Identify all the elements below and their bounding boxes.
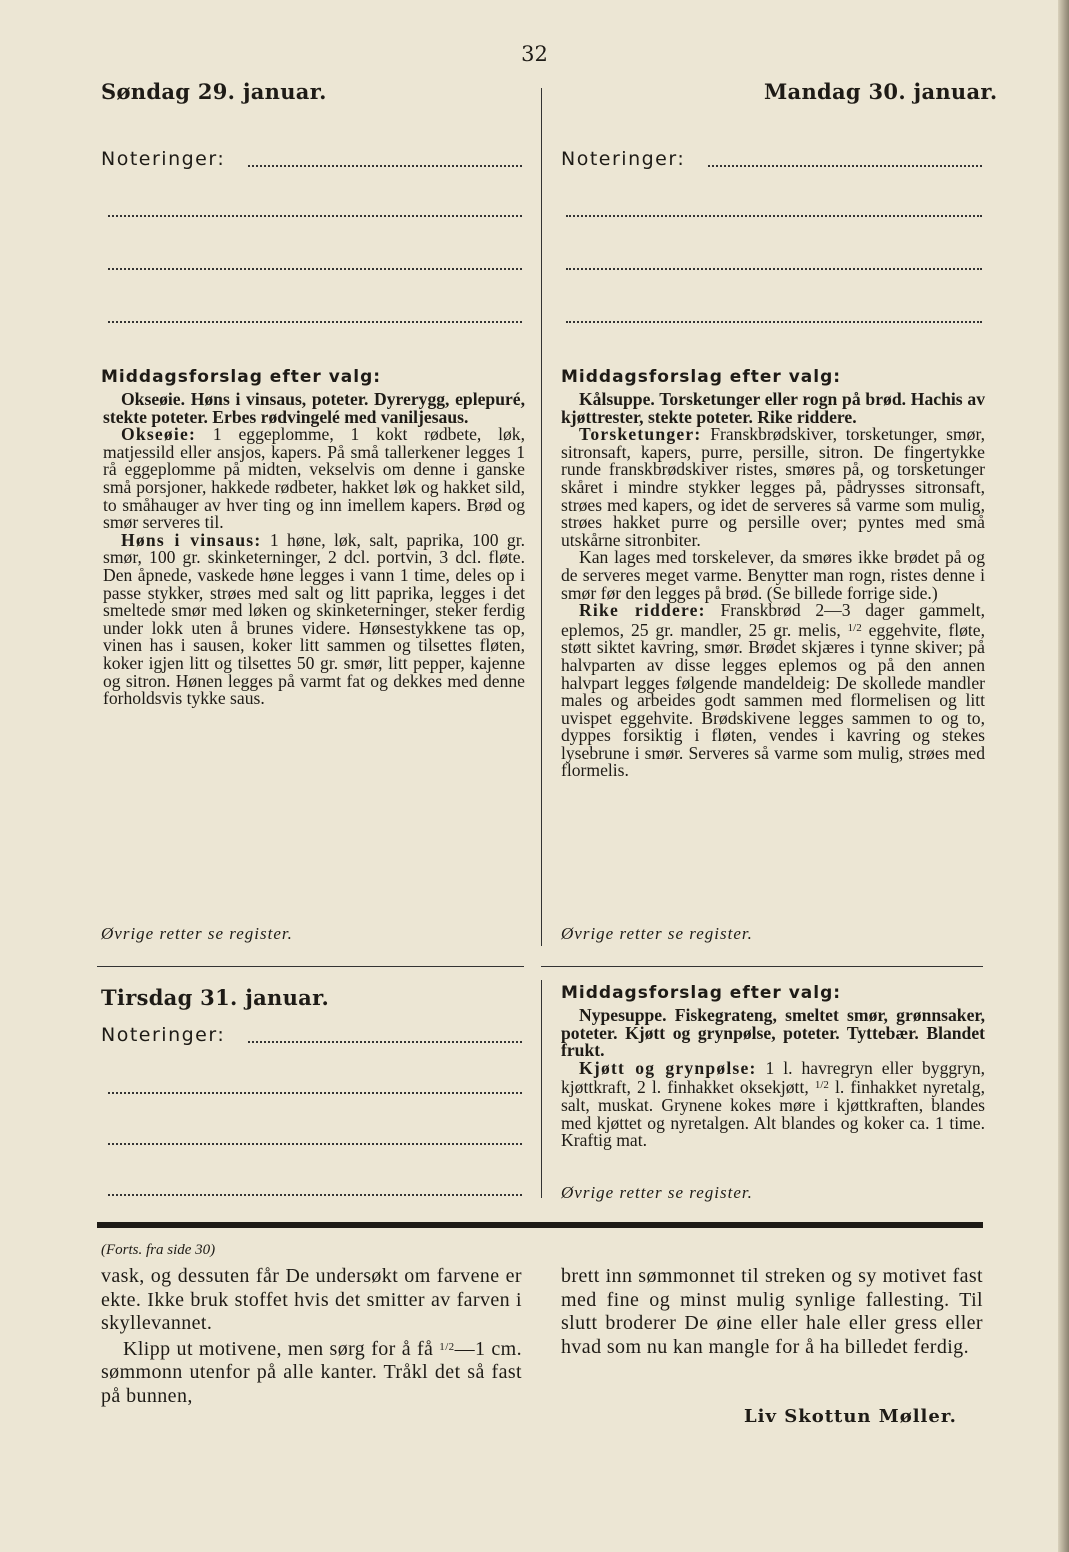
column-divider-middle xyxy=(541,980,542,1198)
tuesday-notes-label: Noteringer: xyxy=(101,1024,226,1046)
sunday-menu-heading: Middagsforslag efter valg: xyxy=(101,367,382,387)
sunday-recipe-1-name: Okseøie: xyxy=(121,424,197,445)
monday-notes-label: Noteringer: xyxy=(561,148,686,170)
sunday-notes-line-4 xyxy=(108,321,522,323)
continuation-left-fraction: 1/2 xyxy=(439,1340,455,1353)
tuesday-recipe-1-text-a: 1 l. havregryn eller byggryn, kjøttkraft, 2 l. finhakket oksekjøtt, xyxy=(561,1057,986,1098)
continuation-left-p2 xyxy=(101,1336,522,1409)
monday-menu-heading: Middagsforslag efter valg: xyxy=(561,367,842,387)
monday-recipe-2-fraction: 1/2 xyxy=(847,621,862,634)
monday-notes-line-3 xyxy=(566,268,982,270)
signature: Liv Skottun Møller. xyxy=(744,1406,957,1427)
continuation-label: (Forts. fra side 30) xyxy=(101,1242,216,1258)
sunday-notes-label: Noteringer: xyxy=(101,148,226,170)
sunday-recipe-2-text: 1 høne, løk, salt, paprika, 100 gr. smør, 100 gr. skinketerninger, 2 dcl. portvin, 3 dcl. fløte. Den åpnede, vaskede høne legges i vann 1 time, deles op i passe stykker, strøes med salt og litt paprika, legges i det smeltede smør med løken og skinketerninger, steker ferdig under lokk uten å brunes videre. Hønsestykkene tas op, vinen has i sausen, koker litt sammen og tilsettes fløten, koker igjen litt og tilsettes 50 gr. smør, litt pepper, kajenne og sitron. Hønen legges på varmt fat og dekkes med denne forholdsvis tykke saus. xyxy=(103,529,525,709)
sunday-recipe-1 xyxy=(103,426,525,532)
tuesday-notes-line-3 xyxy=(108,1143,522,1145)
monday-recipe-2-text-b: eggehvite, fløte, støtt siktet kavring, smør. Brødet skjæres i tynne skiver; på halvparten av disse legges eplemos og på den annen halvpart legges følgende mandeldeig: De skollede mandler males og arbeides godt sammen med flormelisen og litt uvispet eggehvite. Brødskivene legges sammen to og to, dyppes forsiktig i fløten, vendes i kavring og stekes lysebrune i smør. Serveres så varme som mulig, strøes med flormelis. xyxy=(561,619,985,781)
tuesday-recipe-1-name: Kjøtt og grynpølse: xyxy=(579,1057,757,1078)
tuesday-menu-line: Nypesuppe. Fiskegrateng, smeltet smør, grønnsaker, poteter. Kjøtt og grynpølse, poteter. Tyttebær. Blandet frukt. xyxy=(561,1005,985,1061)
page-number: 32 xyxy=(521,42,548,66)
continuation-right xyxy=(561,1265,983,1359)
monday-notes-line-2 xyxy=(566,215,982,217)
monday-menu-line: Kålsuppe. Torsketunger eller rogn på brød. Hachis av kjøttrester, stekte poteter. Rike riddere. xyxy=(561,389,985,427)
monday-heading: Mandag 30. januar. xyxy=(764,79,998,104)
thick-rule xyxy=(97,1222,983,1228)
monday-recipe-1-name: Torsketunger: xyxy=(579,424,702,445)
tuesday-heading: Tirsdag 31. januar. xyxy=(101,985,330,1010)
continuation-left-p2-b: —1 cm. sømmonn utenfor på alle kanter. Tråkl det så fast på bunnen, xyxy=(101,1337,522,1407)
sunday-recipe-2-name: Høns i vinsaus: xyxy=(121,529,262,550)
separator-right xyxy=(541,966,983,967)
tuesday-recipe-1 xyxy=(561,1057,986,1151)
monday-notes-line-1 xyxy=(708,165,982,167)
page-edge xyxy=(1058,0,1069,1552)
monday-ovrige: Øvrige retter se register. xyxy=(561,924,753,943)
tuesday-recipe-1-fraction: 1/2 xyxy=(814,1079,829,1092)
continuation-right-p1: brett inn sømmonnet til streken og sy motivet fast med fine og minst mulig synlige fallesting. Til slutt broderer De øine eller hale eller gress eller hvad som nu kan mangle for å ha billedet ferdig. xyxy=(561,1265,983,1358)
sunday-menu-line: Okseøie. Høns i vinsaus, poteter. Dyrerygg, eplepuré, stekte poteter. Erbes rødvingelé med vaniljesaus. xyxy=(103,389,525,427)
sunday-notes-line-2 xyxy=(108,215,522,217)
monday-menu-body xyxy=(561,391,985,780)
sunday-notes-line-1 xyxy=(248,165,522,167)
column-divider-top xyxy=(541,88,542,946)
separator-left xyxy=(97,966,524,967)
sunday-recipe-2 xyxy=(103,529,525,709)
sunday-ovrige: Øvrige retter se register. xyxy=(101,924,293,943)
monday-recipe-1-text: Franskbrødskiver, torsketunger, smør, sitronsaft, kapers, purre, persille, sitron. De fingertykke runde franskbrødskiver ristes, smøres på, og torsketunger skåret i mindre stykker legges på, pådrysses sitronsaft, strøes med kapers, og idet de serveres så varme som mulig, strøes hakket purre og persille over; pyntes med små utskårne sitronbiter. xyxy=(561,424,985,550)
continuation-left-p2-a: Klipp ut motivene, men sørg for å få xyxy=(123,1337,440,1360)
continuation-left xyxy=(101,1265,522,1408)
monday-recipe-2-text-a: Franskbrød 2—3 dager gammelt, eplemos, 25 gr. mandler, 25 gr. melis, xyxy=(561,600,985,640)
monday-recipe-1 xyxy=(561,426,985,549)
monday-recipe-2 xyxy=(561,602,985,780)
tuesday-notes-line-1 xyxy=(248,1041,522,1043)
tuesday-ovrige: Øvrige retter se register. xyxy=(561,1183,753,1202)
monday-recipe-2-name: Rike riddere: xyxy=(579,600,706,621)
tuesday-menu-body xyxy=(561,1007,985,1150)
sunday-heading: Søndag 29. januar. xyxy=(101,79,327,104)
sunday-recipe-1-text: 1 eggeplomme, 1 kokt rødbete, løk, matjessild eller ansjos, kapers. På små tallerkener legges 1 rå eggeplomme på midten, vekselvis om denne i ganske små porsjoner, hakkede rødbeter, hakket løk og hakket sild, to småhauger av hver ting og inn imellem kapers. Brød og smør serveres til. xyxy=(103,424,525,533)
monday-recipe-1-extra: Kan lages med torskelever, da smøres ikke brødet på og de serveres meget varme. Benytter man rogn, ristes denne i smør før den legges på brød. (Se billede forrige side.) xyxy=(561,547,985,603)
tuesday-notes-line-4 xyxy=(108,1194,522,1196)
monday-notes-line-4 xyxy=(566,321,982,323)
tuesday-notes-line-2 xyxy=(108,1092,522,1094)
continuation-left-p1: vask, og dessuten får De undersøkt om farvene er ekte. Ikke bruk stoffet hvis det smitter av farven i skyllevannet. xyxy=(101,1265,522,1334)
tuesday-recipe-1-text-b: l. finhakket nyretalg, salt, muskat. Grynene kokes møre i kjøttkraften, blandes med kjøttet og nyretalgen. Alt blandes og koker ca. 1 time. Kraftig mat. xyxy=(561,1077,985,1151)
sunday-menu-body xyxy=(103,391,525,708)
sunday-notes-line-3 xyxy=(108,268,522,270)
tuesday-menu-heading: Middagsforslag efter valg: xyxy=(561,983,842,1003)
